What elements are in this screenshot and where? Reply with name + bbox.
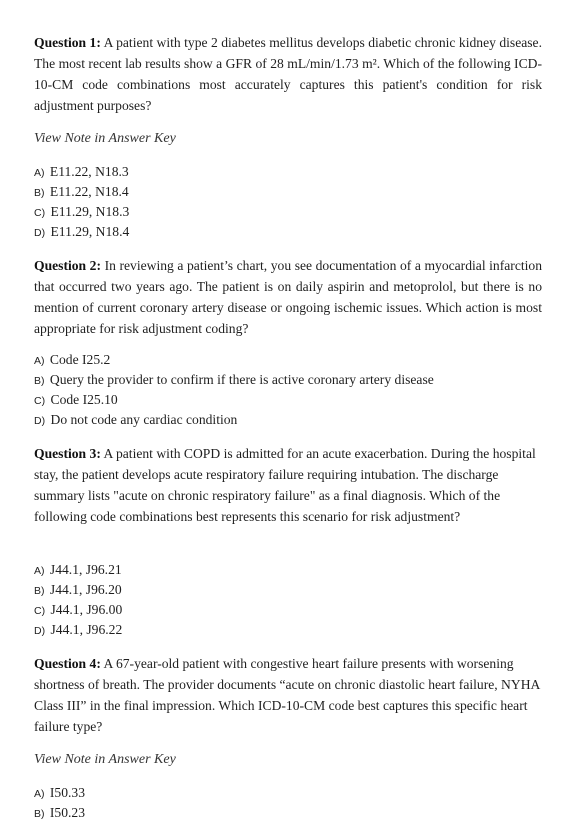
question-4-note-link[interactable]: View Note in Answer Key [34, 752, 176, 767]
question-1-option-a[interactable]: A) E11.22, N18.3 [34, 164, 129, 179]
question-2-option-b[interactable]: B) Query the provider to confirm if there is active coronary artery disease [34, 372, 434, 387]
question-2-paragraph [34, 255, 542, 339]
question-3-text: A patient with COPD is admitted for an acute exacerbation. During the hospital stay, the patient develops acute respiratory failure requiring intubation. The discharge summary lists "acute on chronic respiratory failure" as a final diagnosis. Which of the following code combinations best represents this scenario for risk adjustment? [34, 446, 536, 524]
question-1-paragraph [34, 32, 542, 116]
question-1-option-d[interactable]: D) E11.29, N18.4 [34, 224, 130, 239]
question-4-paragraph [34, 653, 542, 737]
question-1-option-c[interactable]: C) E11.29, N18.3 [34, 204, 130, 219]
question-4-text: A 67-year-old patient with congestive heart failure presents with worsening shortness of breath. The provider documents “acute on chronic diastolic heart failure, NYHA Class III” in the final impression. Which ICD-10-CM code best captures this specific heart failure type? [34, 656, 540, 734]
question-2-option-c[interactable]: C) Code I25.10 [34, 392, 118, 407]
question-3-label: Question 3: [34, 446, 101, 461]
question-2-text: In reviewing a patient’s chart, you see documentation of a myocardial infarction that occurred two years ago. The patient is on daily aspirin and metoprolol, but there is no mention of current coronary artery disease or ongoing ischemic issues. Which action is most appropriate for risk adjustment coding? [34, 258, 543, 336]
question-2-option-a[interactable]: A) Code I25.2 [34, 352, 111, 367]
question-1-option-b[interactable]: B) E11.22, N18.4 [34, 184, 129, 199]
question-2-label: Question 2: [34, 258, 102, 273]
question-3-option-c[interactable]: C) J44.1, J96.00 [34, 602, 123, 617]
question-3-paragraph [34, 443, 542, 527]
question-1-label: Question 1: [34, 35, 101, 50]
question-3-option-b[interactable]: B) J44.1, J96.20 [34, 582, 122, 597]
question-4-option-b[interactable]: B) I50.23 [34, 805, 86, 820]
question-1-note-link[interactable]: View Note in Answer Key [34, 131, 176, 146]
question-3-option-a[interactable]: A) J44.1, J96.21 [34, 562, 122, 577]
question-4-label: Question 4: [34, 656, 101, 671]
question-1-text: A patient with type 2 diabetes mellitus develops diabetic chronic kidney disease. The most recent lab results show a GFR of 28 mL/min/1.73 m². Which of the following ICD-10-CM code combinations most accurately captures this patient's condition for risk adjustment purposes? [34, 35, 542, 113]
question-2-option-d[interactable]: D) Do not code any cardiac condition [34, 412, 238, 427]
question-4-option-a[interactable]: A) I50.33 [34, 785, 86, 800]
question-3-option-d[interactable]: D) J44.1, J96.22 [34, 622, 123, 637]
